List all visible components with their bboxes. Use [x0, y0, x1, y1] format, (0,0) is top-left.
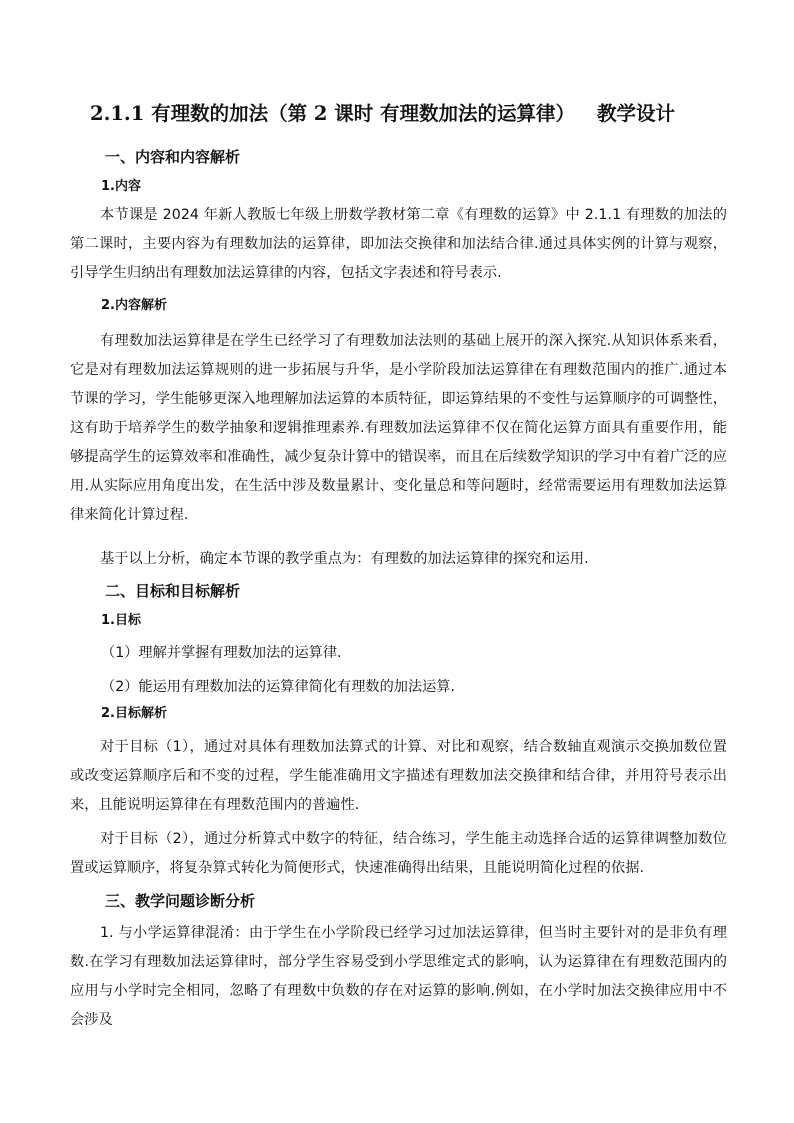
paragraph-teaching-focus: 基于以上分析，确定本节课的教学重点为：有理数的加法运算律的探究和运用.: [100, 551, 589, 567]
goal-item-2: （2）能运用有理数加法的运算律简化有理数的加法运算.: [101, 679, 456, 695]
subheading-content-analysis: 2.内容解析: [101, 298, 167, 313]
paragraph-diagnosis-1: 1. 与小学运算律混淆：由于学生在小学阶段已经学习过加法运算律，但当时主要针对的是非负有理数.在学习有理数加法运算律时，部分学生容易受到小学思维定式的影响，认为运算律在有理数范围内的应用与小学时完全相同，忽略了有理数中负数的存在对运算的影响.例如，在小学时加法交换律应用中不会涉及: [70, 925, 727, 1028]
paragraph-goal-analysis-2: 对于目标（2），通过分析算式中数字的特征，结合练习，学生能主动选择合适的运算律调整加数位置或运算顺序，将复杂算式转化为简便形式，快速准确得出结果，且能说明简化过程的依据.: [70, 831, 727, 876]
title-main: 2.1.1 有理数的加法（第 2 课时 有理数加法的运算律）: [90, 102, 576, 125]
paragraph-content-analysis: 有理数加法运算律是在学生已经学习了有理数加法法则的基础上展开的深入探究.从知识体系来看，它是对有理数加法运算规则的进一步拓展与升华，是小学阶段加法运算律在有理数范围内的推广.通过本节课的学习，学生能够更深入地理解加法运算的本质特征，即运算结果的不变性与运算顺序的可调整性，这有助于培养学生的数学抽象和逻辑推理素养.有理数加法运算律不仅在简化运算方面具有重要作用，能够提高学生的运算效率和准确性，减少复杂计算中的错误率，而且在后续数学知识的学习中有着广泛的应用.从实际应用角度出发，在生活中涉及数量累计、变化量总和等问题时，经常需要运用有理数加法运算律来简化计算过程.: [70, 333, 727, 523]
paragraph-goal-analysis-1: 对于目标（1），通过对具体有理数加法算式的计算、对比和观察，结合数轴直观演示交换加数位置或改变运算顺序后和不变的过程，学生能准确用文字描述有理数加法交换律和结合律，并用符号表示出来，且能说明运算律在有理数范围内的普遍性.: [70, 739, 727, 813]
section-heading-diagnosis: 三、教学问题诊断分析: [105, 892, 256, 910]
subheading-goals: 1.目标: [101, 613, 141, 628]
title-suffix: 教学设计: [597, 102, 676, 125]
section-heading-content: 一、内容和内容解析: [105, 148, 241, 166]
goal-item-1: （1）理解并掌握有理数加法的运算律.: [101, 645, 342, 661]
section-heading-goals: 二、目标和目标解析: [105, 582, 241, 600]
subheading-content: 1.内容: [101, 179, 141, 194]
subheading-goals-analysis: 2.目标解析: [101, 706, 167, 721]
document-title: [90, 100, 750, 128]
paragraph-content: 本节课是 2024 年新人教版七年级上册数学教材第二章《有理数的运算》中 2.1.1 有理数的加法的第二课时，主要内容为有理数加法的运算律，即加法交换律和加法结合律.通过具体实例的计算与观察，引导学生归纳出有理数加法运算律的内容，包括文字表述和符号表示.: [70, 207, 727, 281]
